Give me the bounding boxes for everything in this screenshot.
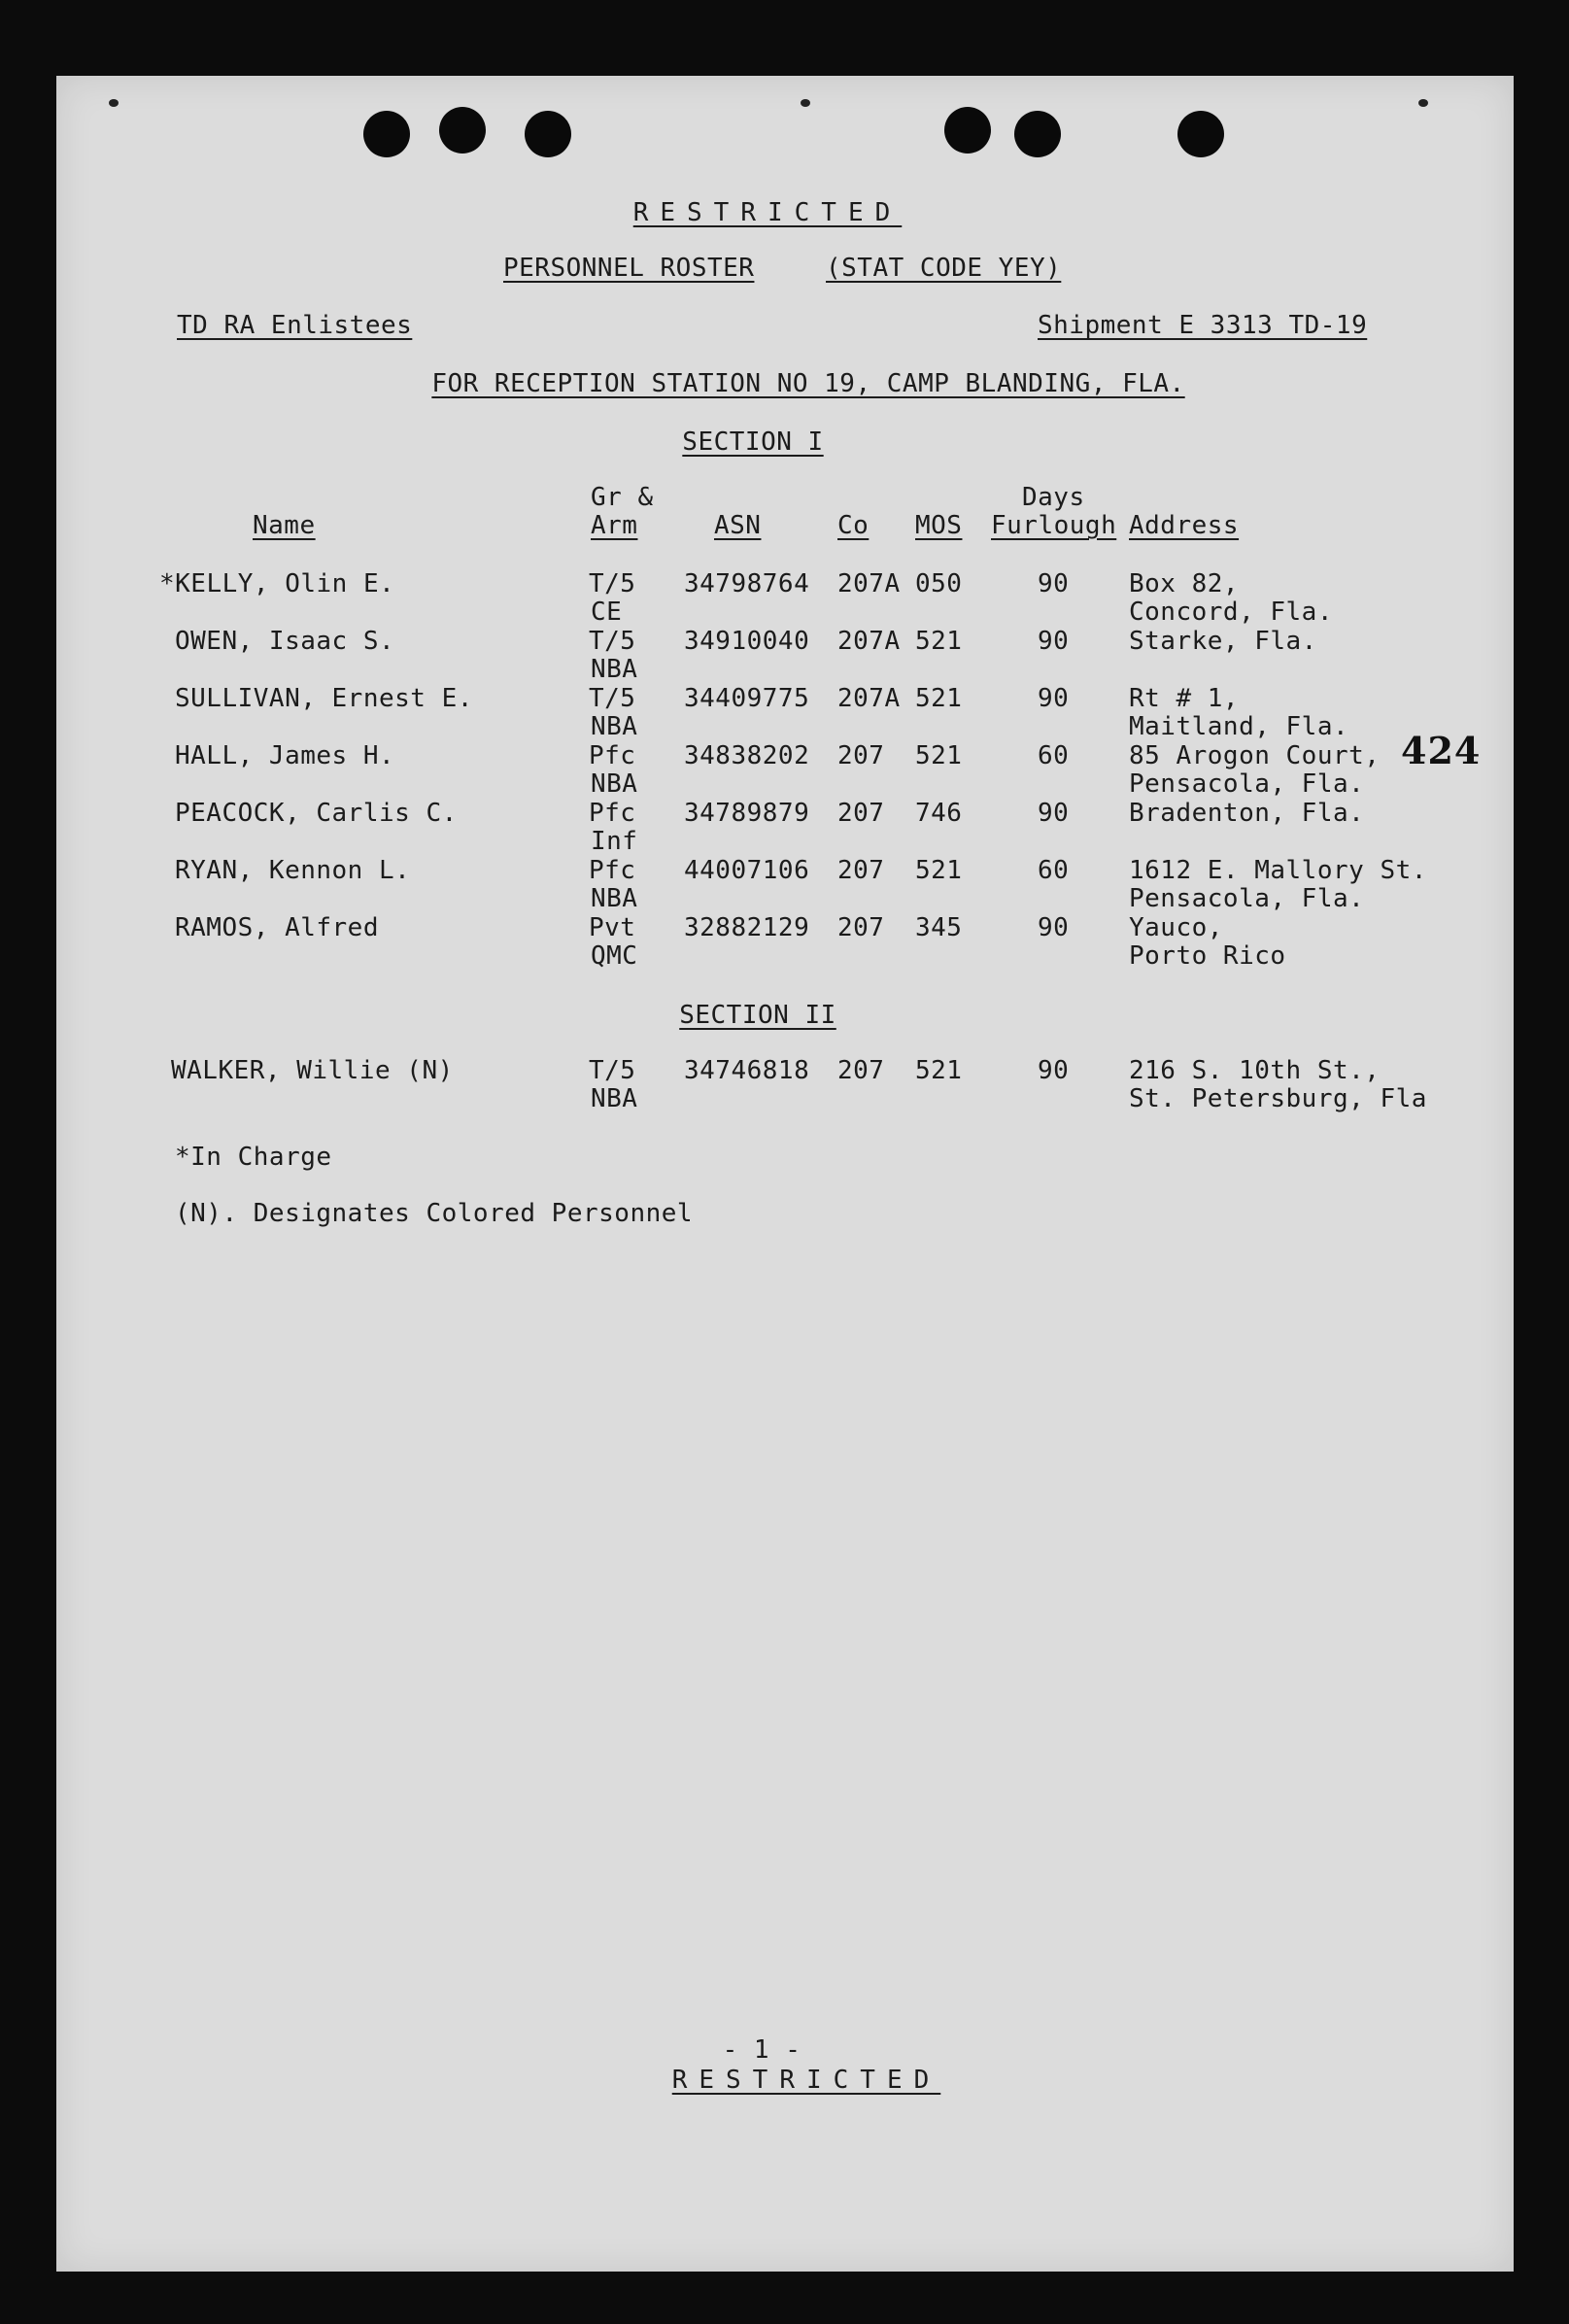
cell-address-1: 85 Arogon Court, [1129, 741, 1381, 770]
cell-co: 207A [837, 569, 901, 598]
cell-grade: Pfc [589, 856, 636, 885]
cell-mos: 521 [915, 627, 963, 656]
note-in-charge: *In Charge [175, 1143, 332, 1172]
cell-grade: Pvt [589, 913, 636, 942]
cell-co: 207 [837, 799, 885, 828]
cell-asn: 44007106 [684, 856, 810, 885]
cell-days: 60 [1038, 856, 1070, 885]
binder-hole [525, 111, 571, 157]
cell-co: 207A [837, 684, 901, 713]
cell-co: 207A [837, 627, 901, 656]
cell-arm: Inf [591, 827, 638, 856]
cell-grade: T/5 [589, 1056, 636, 1085]
cell-mos: 521 [915, 1056, 963, 1085]
cell-address-2: Pensacola, Fla. [1129, 769, 1365, 799]
cell-days: 60 [1038, 741, 1070, 770]
binder-hole [1014, 111, 1061, 157]
cell-address-1: 1612 E. Mallory St. [1129, 856, 1427, 885]
cell-address-2: Maitland, Fla. [1129, 712, 1349, 741]
cell-name: *KELLY, Olin E. [159, 569, 395, 598]
cell-asn: 34798764 [684, 569, 810, 598]
cell-days: 90 [1038, 799, 1070, 828]
col-days: Days [1022, 483, 1085, 512]
document-page [56, 76, 1514, 2272]
col-gr-arm: Arm [591, 511, 638, 540]
col-address: Address [1129, 511, 1240, 540]
cell-name: RYAN, Kennon L. [175, 856, 411, 885]
cell-mos: 345 [915, 913, 963, 942]
cell-grade: T/5 [589, 569, 636, 598]
cell-asn: 32882129 [684, 913, 810, 942]
col-co: Co [837, 511, 870, 540]
cell-arm: NBA [591, 1084, 638, 1113]
note-colored-personnel: (N). Designates Colored Personnel [175, 1199, 694, 1228]
destination-line: FOR RECEPTION STATION NO 19, CAMP BLANDING, FLA. [431, 369, 1185, 398]
cell-days: 90 [1038, 1056, 1070, 1085]
punch-mark [801, 99, 810, 107]
punch-mark [1418, 99, 1428, 107]
group-label: TD RA Enlistees [177, 311, 413, 340]
cell-mos: 521 [915, 741, 963, 770]
shipment-label: Shipment E 3313 TD-19 [1038, 311, 1368, 340]
binder-hole [439, 107, 486, 154]
cell-days: 90 [1038, 627, 1070, 656]
cell-asn: 34746818 [684, 1056, 810, 1085]
cell-arm: NBA [591, 712, 638, 741]
col-mos: MOS [915, 511, 963, 540]
cell-address-2: Concord, Fla. [1129, 598, 1333, 627]
cell-mos: 521 [915, 684, 963, 713]
cell-days: 90 [1038, 913, 1070, 942]
cell-co: 207 [837, 913, 885, 942]
cell-address-2: Pensacola, Fla. [1129, 884, 1365, 913]
punch-mark [109, 99, 119, 107]
cell-co: 207 [837, 856, 885, 885]
cell-address-1: Starke, Fla. [1129, 627, 1317, 656]
cell-asn: 34910040 [684, 627, 810, 656]
cell-arm: NBA [591, 769, 638, 799]
col-asn: ASN [714, 511, 762, 540]
section-1-title: SECTION I [682, 427, 824, 457]
col-gr-arm-top: Gr & [591, 483, 654, 512]
cell-arm: CE [591, 598, 623, 627]
cell-arm: NBA [591, 655, 638, 684]
classification-top: RESTRICTED [632, 198, 903, 227]
cell-address-2: St. Petersburg, Fla [1129, 1084, 1427, 1113]
binder-hole [1177, 111, 1224, 157]
section-2-title: SECTION II [679, 1001, 836, 1030]
cell-address-1: Yauco, [1129, 913, 1223, 942]
roster-title: PERSONNEL ROSTER [503, 254, 755, 283]
page-stamp-number: 424 [1401, 729, 1482, 772]
cell-mos: 521 [915, 856, 963, 885]
cell-grade: T/5 [589, 684, 636, 713]
cell-name: WALKER, Willie (N) [171, 1056, 454, 1085]
cell-address-1: Bradenton, Fla. [1129, 799, 1365, 828]
binder-hole [363, 111, 410, 157]
stat-code: (STAT CODE YEY) [826, 254, 1062, 283]
cell-name: PEACOCK, Carlis C. [175, 799, 458, 828]
binder-hole [944, 107, 991, 154]
cell-co: 207 [837, 741, 885, 770]
cell-arm: QMC [591, 941, 638, 971]
cell-asn: 34838202 [684, 741, 810, 770]
cell-asn: 34789879 [684, 799, 810, 828]
cell-days: 90 [1038, 569, 1070, 598]
cell-days: 90 [1038, 684, 1070, 713]
cell-name: RAMOS, Alfred [175, 913, 379, 942]
col-name: Name [253, 511, 316, 540]
classification-bottom: RESTRICTED [671, 2066, 941, 2095]
cell-asn: 34409775 [684, 684, 810, 713]
page-number: - 1 - [722, 2035, 802, 2065]
col-furlough: Furlough [991, 511, 1117, 540]
cell-mos: 050 [915, 569, 963, 598]
cell-address-2: Porto Rico [1129, 941, 1286, 971]
cell-address-1: Box 82, [1129, 569, 1240, 598]
cell-grade: T/5 [589, 627, 636, 656]
cell-address-1: Rt # 1, [1129, 684, 1240, 713]
cell-name: OWEN, Isaac S. [175, 627, 395, 656]
cell-mos: 746 [915, 799, 963, 828]
cell-address-1: 216 S. 10th St., [1129, 1056, 1381, 1085]
cell-co: 207 [837, 1056, 885, 1085]
cell-arm: NBA [591, 884, 638, 913]
cell-name: SULLIVAN, Ernest E. [175, 684, 473, 713]
cell-name: HALL, James H. [175, 741, 395, 770]
cell-grade: Pfc [589, 799, 636, 828]
cell-grade: Pfc [589, 741, 636, 770]
